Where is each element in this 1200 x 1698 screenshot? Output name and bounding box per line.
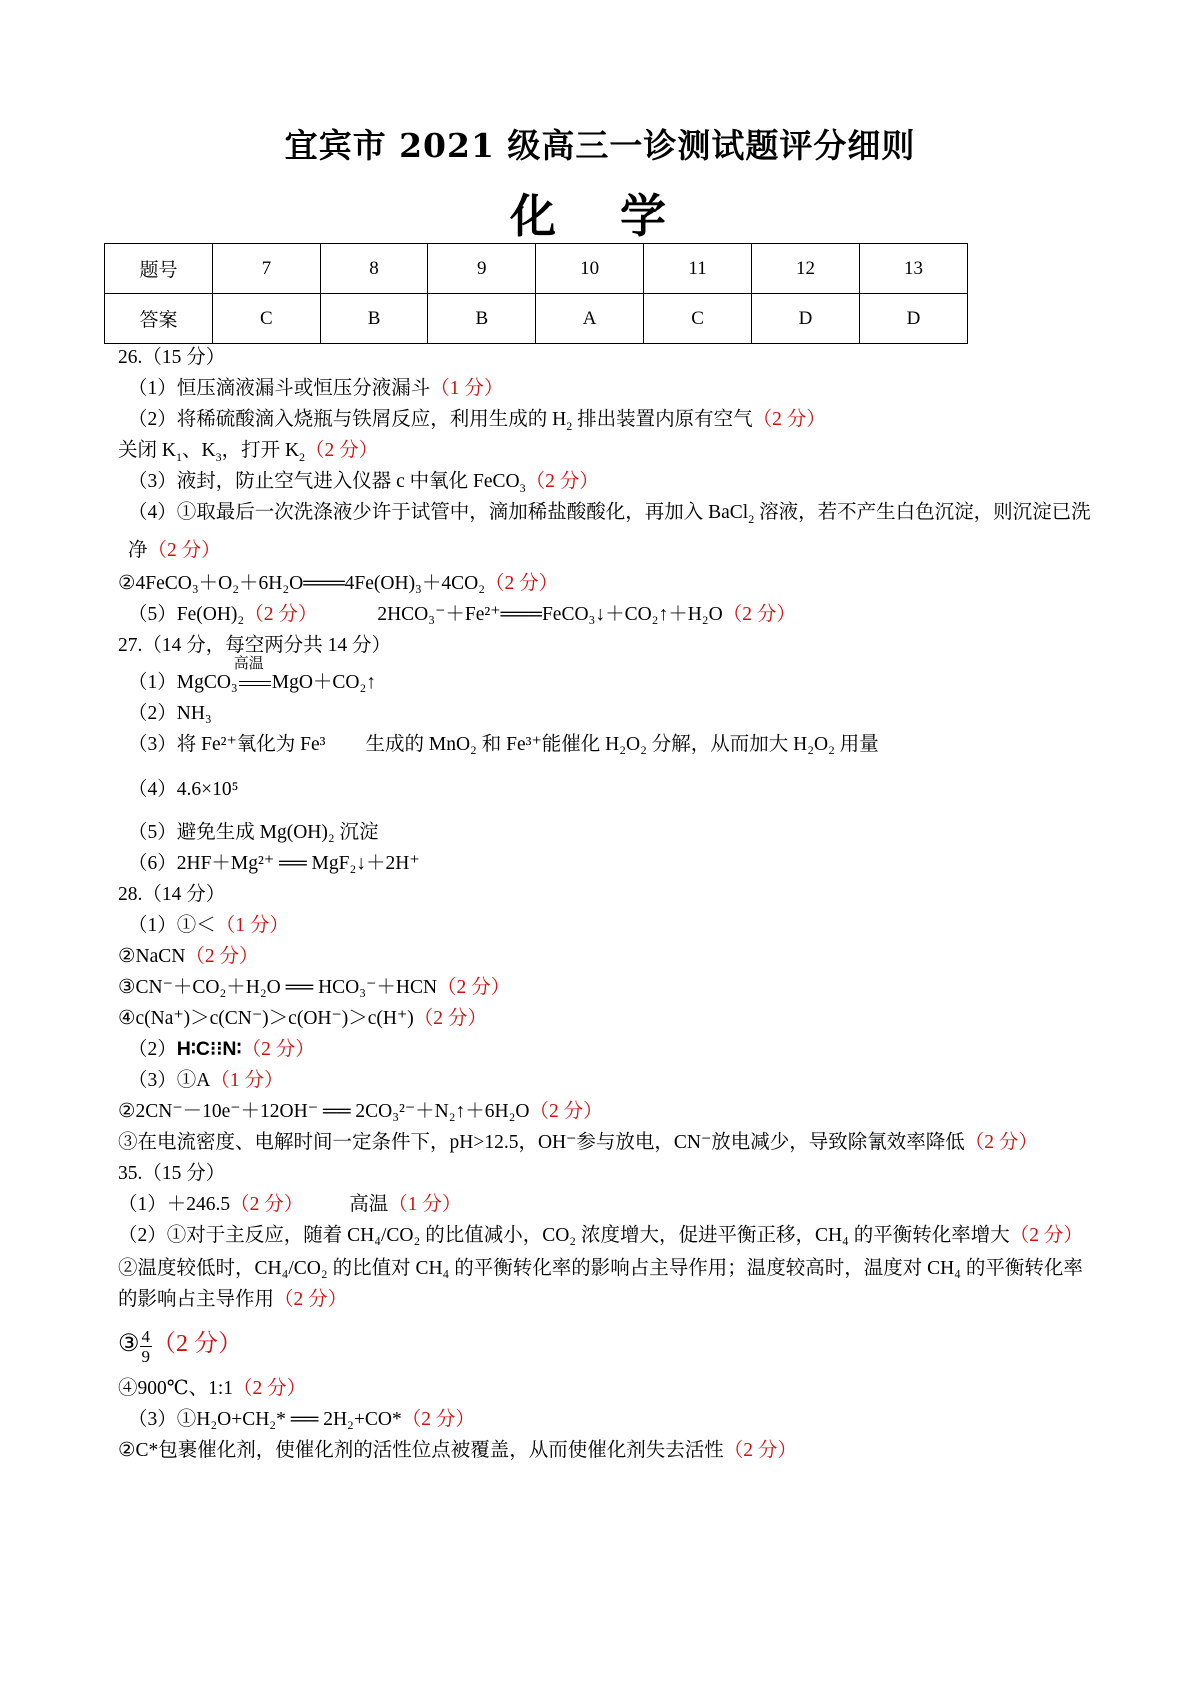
question-number: 7 <box>212 244 320 294</box>
equation-text: 2HCO₃⁻＋Fe²⁺═══FeCO₃↓＋CO₂↑＋H₂O <box>377 603 723 625</box>
answer-text: （5）避免生成 Mg(OH)₂ 沉淀 <box>128 821 379 843</box>
q27-part1 <box>118 655 1093 698</box>
q26-part1 <box>118 373 1093 404</box>
question-number: 11 <box>644 244 752 294</box>
reaction-condition: 高温 <box>233 655 264 672</box>
answer-text: （1）①＜ <box>128 914 216 936</box>
q28-part1b <box>118 941 1093 972</box>
score-label: （2 分） <box>529 1100 603 1122</box>
q26-part3: （3）液封，防止空气进入仪器 c 中氧化 FeCO$_3$（2 分） <box>128 471 599 495</box>
equation-text: ②2CN⁻－10e⁻＋12OH⁻ ══ 2CO₃²⁻＋N₂↑＋6H₂O <box>118 1100 530 1122</box>
score-label: （2 分） <box>241 1038 315 1060</box>
answer-text: 排出装置内原有空气 <box>572 409 753 430</box>
answer-text: （4）①取最后一次洗涤液少许于试管中，滴加稀盐酸酸化，再加入 BaCl <box>128 502 749 523</box>
q28-part1 <box>118 910 1093 941</box>
answer-cell: C <box>212 294 320 344</box>
fraction-numerator: 4 <box>141 1326 151 1346</box>
q35-part2c <box>118 1319 1093 1369</box>
answer-text: ②温度较低时，CH₄/CO₂ 的比值对 CH₄ 的平衡转化率的影响占主导作用；温度较高时，温度对 CH₄ 的平衡转化率的影响占主导作用 <box>118 1257 1083 1310</box>
answer-text: ③在电流密度、电解时间一定条件下，pH>12.5，OH⁻参与放电，CN⁻放电减少，导致除氰效率降低 <box>118 1131 965 1153</box>
answer-cell: B <box>320 294 428 344</box>
answer-cell: D <box>752 294 860 344</box>
scoring-content <box>118 342 1093 1466</box>
score-label: （1 分） <box>210 1069 284 1091</box>
q28-part3c <box>106 1127 1093 1158</box>
table-row-answers <box>105 294 968 344</box>
q26-part4-eq <box>118 568 1093 599</box>
answer-text: （2）①对于主反应，随着 CH₄/CO₂ 的比值减小，CO₂ 浓度增大，促进平衡正移，CH₄ 的平衡转化率增大 <box>118 1224 1010 1246</box>
score-label: （2 分） <box>1009 1224 1083 1246</box>
score-label: （2 分） <box>232 1377 307 1399</box>
answer-text: ②NaCN <box>118 945 186 967</box>
q27-part4 <box>118 774 1093 805</box>
question-number: 12 <box>752 244 860 294</box>
answer-text: （2） <box>128 1038 177 1060</box>
answer-text: （6）2HF＋Mg²⁺ ══ MgF₂↓＋2H⁺ <box>128 852 420 874</box>
q26-heading <box>118 342 1093 373</box>
answer-text: （2）将稀硫酸滴入烧瓶与铁屑反应，利用生成的 H <box>128 409 567 430</box>
answer-text: （2）NH₃ <box>128 702 212 724</box>
equation-text: （3）①H₂O+CH₂* ══ 2H₂+CO* <box>128 1408 402 1430</box>
answer-text: MgO＋CO₂↑ <box>271 671 377 693</box>
question-number: 9 <box>428 244 536 294</box>
answer-text: （3）将 Fe²⁺氧化为 Fe³ <box>128 733 326 755</box>
reaction-arrow <box>233 655 272 698</box>
q35-part3b <box>118 1435 1093 1466</box>
q35-heading <box>118 1158 1093 1189</box>
q28-part3 <box>118 1065 1093 1096</box>
q35-part2 <box>106 1220 1093 1251</box>
electron-formula: H∶C⁝⁝N∶ <box>176 1037 242 1060</box>
score-label: （2 分） <box>230 1193 304 1215</box>
answer-text: 溶液，若不产生白色沉淀，则沉淀已洗净 <box>128 502 1091 561</box>
subject-title: 化 学 <box>509 189 690 243</box>
answer-text: 生成的 MnO₂ 和 Fe³⁺能催化 H₂O₂ 分解，从而加大 H₂O₂ 用量 <box>365 733 879 755</box>
score-label: （2 分） <box>185 945 259 967</box>
row-label: 题号 <box>105 244 213 294</box>
answer-text: （3）①A <box>128 1069 211 1091</box>
answer-text: （4）4.6×10⁵ <box>128 778 239 800</box>
score-label: （2 分） <box>722 603 796 625</box>
answer-text: ④c(Na⁺)＞c(CN⁻)＞c(OH⁻)＞c(H⁺) <box>118 1007 414 1029</box>
q26-part4: （4）①取最后一次洗涤液少许于试管中，滴加稀盐酸酸化，再加入 BaCl$_2$ 溶液，若不产生白色沉淀，则沉淀已洗净（2 分） <box>128 502 1091 561</box>
answer-text: ③ <box>118 1330 140 1357</box>
q27-part2 <box>118 698 1093 729</box>
q27-head-text: 27.（14 分，每空两分共 14 分） <box>118 634 392 656</box>
q28-part2 <box>118 1034 1093 1065</box>
q35-head-text: 35.（15 分） <box>118 1162 226 1184</box>
answer-text: 、K <box>181 440 216 461</box>
answer-text: （5）Fe(OH)₂ <box>128 603 245 625</box>
score-label: （2 分） <box>525 471 599 492</box>
q27-heading <box>118 630 1093 661</box>
score-label: （1 分） <box>215 914 289 936</box>
document-title: 宜宾市 2021 级高三一诊测试题评分细则 <box>284 126 916 165</box>
q35-part3 <box>118 1404 1093 1435</box>
answer-cell: D <box>859 294 967 344</box>
answer-text: （1）＋246.5 <box>118 1193 231 1215</box>
q35-part2d <box>118 1373 1093 1404</box>
answer-text: （1）恒压滴液漏斗或恒压分液漏斗 <box>128 378 431 399</box>
q26-part2-cont: 关闭 $K_1$、$K_3$，打开 $K_2(2$ 分） <box>118 440 379 464</box>
score-label: （1 分） <box>388 1193 462 1215</box>
q26-part2: （2）将稀硫酸滴入烧瓶与铁屑反应，利用生成的 $H_2$ 排出装置内原有空气（2 分） <box>128 409 826 433</box>
answer-cell: C <box>644 294 752 344</box>
row-label: 答案 <box>105 294 213 344</box>
q27-part3 <box>118 729 1093 760</box>
fraction <box>140 1327 153 1366</box>
answer-text: ，打开 K <box>221 440 300 461</box>
answer-text: （3）液封，防止空气进入仪器 c 中氧化 FeCO <box>128 471 520 492</box>
score-label: （1 分） <box>430 378 504 399</box>
equation-text: ②4FeCO₃＋O₂＋6H₂O═══4Fe(OH)₃＋4CO₂ <box>118 572 485 594</box>
q28-heading <box>118 879 1093 910</box>
q35-part1 <box>118 1189 1093 1220</box>
q28-head-text: 28.（14 分） <box>118 883 226 905</box>
q28-part1d <box>118 1003 1093 1034</box>
q27-part6 <box>118 848 1093 879</box>
score-label: （2 分） <box>964 1131 1038 1153</box>
score-label: （2 分） <box>244 603 318 625</box>
answer-table <box>104 243 968 344</box>
score-label: （2 分） <box>152 1330 243 1357</box>
answer-text: 高温 <box>349 1193 389 1215</box>
score-label: （2 分） <box>413 1007 487 1029</box>
score-label: （2 分） <box>401 1408 475 1430</box>
question-number: 10 <box>536 244 644 294</box>
score-label: （2 分） <box>485 572 559 594</box>
question-number: 13 <box>859 244 967 294</box>
answer-cell: A <box>536 294 644 344</box>
q28-part1c <box>118 972 1093 1003</box>
equation-text: ③CN⁻＋CO₂＋H₂O ══ HCO₃⁻＋HCN <box>118 976 438 998</box>
fraction-denominator: 9 <box>141 1346 151 1366</box>
q26-head-text: 26.（15 分） <box>118 347 226 368</box>
answer-text: （1）MgCO₃ <box>128 671 238 693</box>
table-row-numbers <box>105 244 968 294</box>
answer-text: ②C*包裹催化剂，使催化剂的活性位点被覆盖，从而使催化剂失去活性 <box>118 1439 724 1461</box>
question-number: 8 <box>320 244 428 294</box>
q28-part3b <box>118 1096 1093 1127</box>
answer-text: 关闭 K <box>118 440 176 461</box>
answer-cell: B <box>428 294 536 344</box>
score-label: （2 分） <box>274 1288 348 1310</box>
score-label: （2 分） <box>723 1439 797 1461</box>
q35-part2b <box>106 1253 1093 1315</box>
q27-part5 <box>118 817 1093 848</box>
score-label: （2 分） <box>752 409 826 430</box>
q26-part5 <box>118 599 1093 630</box>
score-label: （2 分） <box>147 539 221 561</box>
score-label: （2 分） <box>305 440 379 461</box>
answer-text: ④900℃、1:1 <box>118 1377 233 1399</box>
score-label: （2 分） <box>437 976 511 998</box>
